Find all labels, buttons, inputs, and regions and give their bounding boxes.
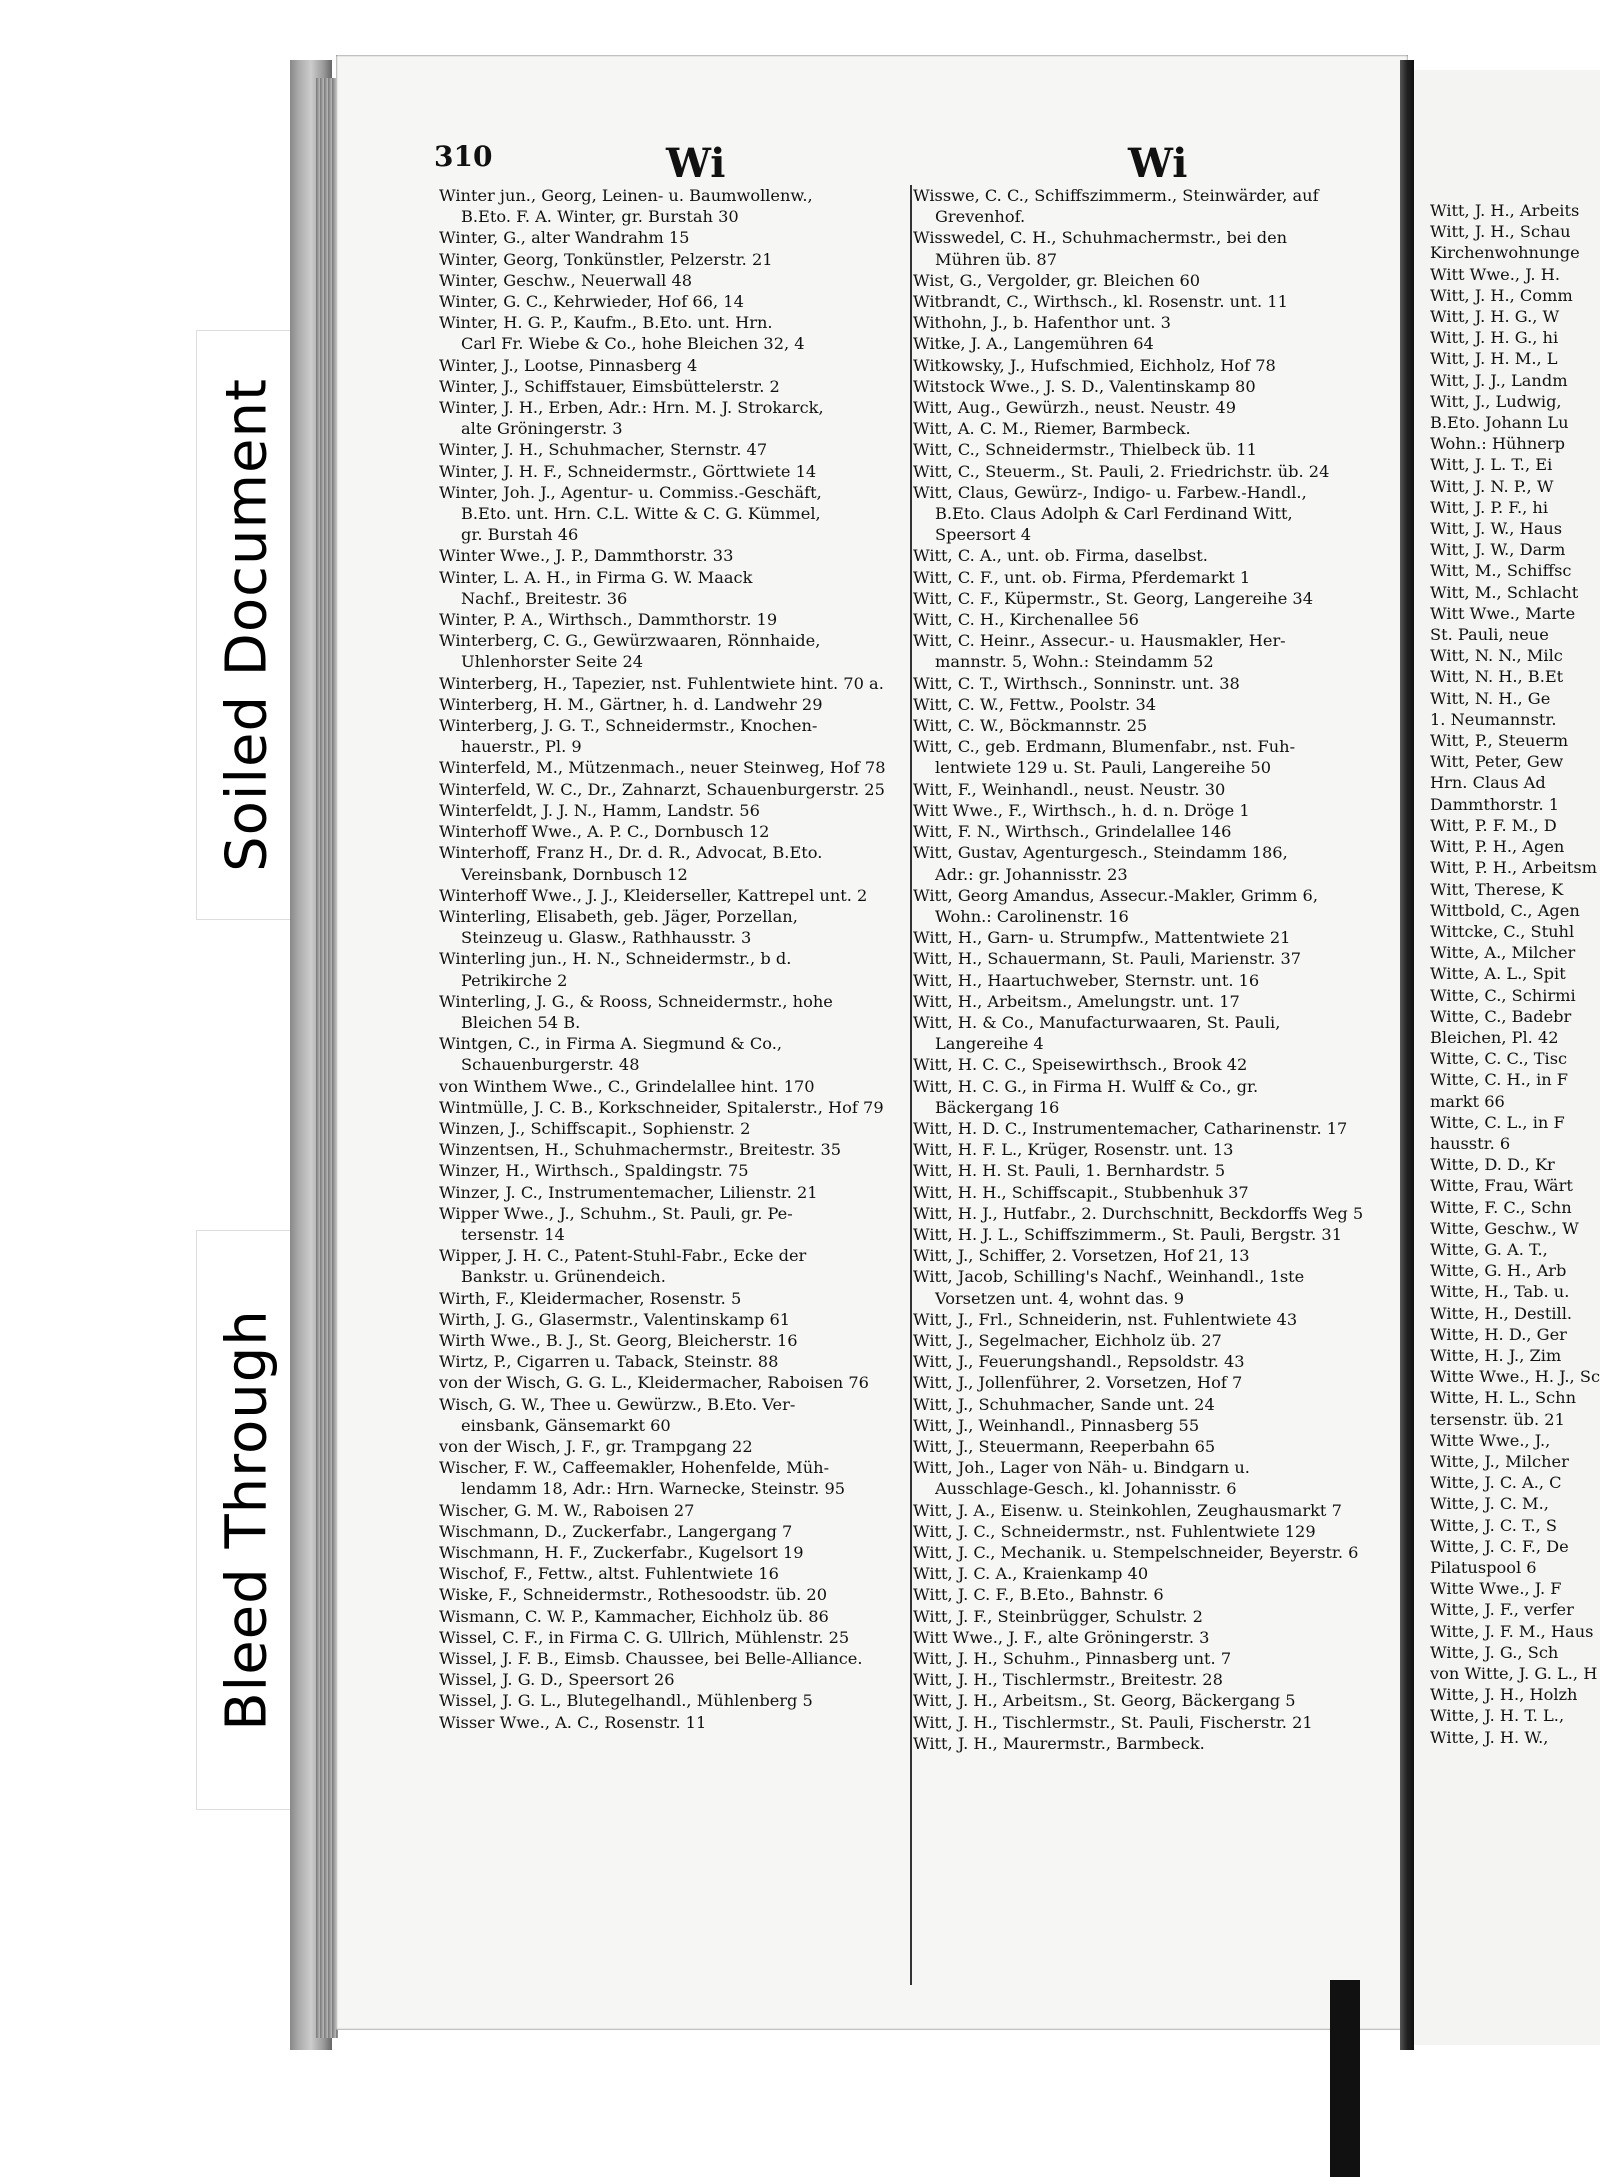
directory-entry: Witt, Joh., Lager von Näh- u. Bindgarn u.	[913, 1458, 1250, 1478]
directory-entry: Witte, F. C., Schn	[1430, 1197, 1572, 1217]
directory-entry: Witt, N. H., Ge	[1430, 688, 1551, 708]
directory-entry: Winterhoff Wwe., A. P. C., Dornbusch 12	[439, 822, 770, 842]
directory-entry: Witt, J. C. F., B.Eto., Bahnstr. 6	[913, 1585, 1164, 1605]
directory-entry: Witt, J., Feuerungshandl., Repsoldstr. 43	[913, 1352, 1245, 1372]
directory-entry: gr. Burstah 46	[461, 525, 579, 545]
directory-entry: Witt, H. H., Schiffscapit., Stubbenhuk 37	[913, 1182, 1249, 1202]
left-column	[336, 185, 899, 1733]
directory-entry: Witte, H., Destill.	[1430, 1303, 1573, 1323]
directory-entry: Witt, P. H., Arbeitsm	[1430, 858, 1597, 878]
directory-entry: Witt, J. W., Darm	[1430, 540, 1566, 560]
directory-entry: Wintmülle, J. C. B., Korkschneider, Spitalerstr., Hof 79	[439, 1097, 884, 1117]
directory-entry: Wohn.: Hühnerp	[1430, 434, 1565, 454]
directory-entry: alte Gröningerstr. 3	[461, 419, 623, 439]
book-page-stack	[316, 78, 338, 2038]
directory-entry: Witte Wwe., H. J., Sc	[1430, 1367, 1600, 1387]
directory-entry: Withohn, J., b. Hafenthor unt. 3	[913, 313, 1171, 333]
directory-entry: von der Wisch, G. G. L., Kleidermacher, Raboisen 76	[439, 1373, 869, 1393]
directory-entry: Witt, C. T., Wirthsch., Sonninstr. unt. 38	[913, 673, 1240, 693]
directory-entry: Witt Wwe., F., Wirthsch., h. d. n. Dröge 1	[913, 800, 1250, 820]
directory-entry: Bleichen 54 B.	[461, 1012, 581, 1032]
directory-entry: Vorsetzen unt. 4, wohnt das. 9	[935, 1288, 1185, 1308]
directory-entry: Witt, J. H., Maurermstr., Barmbeck.	[913, 1733, 1205, 1753]
directory-entry: Witte, C., Schirmi	[1430, 985, 1576, 1005]
directory-entry: Winter, H. G. P., Kaufm., B.Eto. unt. Hrn.	[439, 313, 773, 333]
far-right-column	[1430, 200, 1600, 1748]
book-binding-strip	[1330, 1980, 1360, 2177]
directory-entry: B.Eto. unt. Hrn. C.L. Witte & C. G. Kümmel,	[461, 504, 821, 524]
directory-entry: Bleichen, Pl. 42	[1430, 1027, 1559, 1047]
directory-entry: Witt, M., Schlacht	[1430, 582, 1579, 602]
directory-entry: Speersort 4	[935, 525, 1032, 545]
directory-entry: 1. Neumannstr.	[1430, 709, 1557, 729]
directory-entry: Grevenhof.	[935, 207, 1026, 227]
directory-entry: einsbank, Gänsemarkt 60	[461, 1415, 671, 1435]
directory-entry: Winzer, H., Wirthsch., Spaldingstr. 75	[439, 1161, 749, 1181]
directory-entry: Uhlenhorster Seite 24	[461, 652, 644, 672]
directory-entry: Wisswedel, C. H., Schuhmachermstr., bei den	[913, 228, 1288, 248]
directory-entry: Witt, H. J., Hutfabr., 2. Durchschnitt, Beckdorffs Weg 5	[913, 1203, 1364, 1223]
directory-entry: Wirth Wwe., B. J., St. Georg, Bleicherstr. 16	[439, 1330, 798, 1350]
directory-entry: Witt, H. C. G., in Firma H. Wulff & Co., gr.	[913, 1076, 1259, 1096]
directory-entry: Pilatuspool 6	[1430, 1558, 1537, 1577]
directory-entry: Winter, J., Schiffstauer, Eimsbüttelerstr. 2	[439, 376, 780, 396]
directory-entry: Wisch, G. W., Thee u. Gewürzw., B.Eto. Ver-	[439, 1394, 796, 1414]
directory-entry: Witt, C., Schneidermstr., Thielbeck üb. 11	[913, 440, 1257, 460]
directory-entry: Witte, J. C. A., C	[1430, 1473, 1562, 1493]
directory-entry: Winterling jun., H. N., Schneidermstr., b d.	[439, 949, 792, 969]
directory-entry: Winterberg, H., Tapezier, nst. Fuhlentwiete hint. 70 a.	[439, 673, 884, 693]
directory-entry: Witte Wwe., J.,	[1430, 1430, 1551, 1450]
directory-entry: Witte, C. H., in F	[1430, 1070, 1569, 1090]
directory-entry: Winter, J., Lootse, Pinnasberg 4	[439, 355, 698, 375]
directory-entry: Witte, C. L., in F	[1430, 1112, 1565, 1132]
directory-entry: Witte, J. H. T. L.,	[1430, 1706, 1565, 1726]
directory-entry: Winter, P. A., Wirthsch., Dammthorstr. 19	[439, 610, 778, 630]
directory-entry: Witt, F. N., Wirthsch., Grindelallee 146	[913, 822, 1232, 842]
directory-entry: Witt, C. A., unt. ob. Firma, daselbst.	[913, 546, 1208, 566]
directory-entry: Witt, J. W., Haus	[1430, 519, 1563, 539]
directory-entry: Witt, H. D. C., Instrumentemacher, Catharinenstr. 17	[913, 1118, 1348, 1138]
directory-entry: Winterberg, H. M., Gärtner, h. d. Landwehr 29	[439, 694, 823, 714]
directory-entry: Witt, P. H., Agen	[1430, 837, 1565, 857]
directory-entry: Witte, J. C. M.,	[1430, 1494, 1549, 1514]
soiled-document-text: Soiled Document	[214, 378, 280, 872]
directory-entry: Steinzeug u. Glasw., Rathhausstr. 3	[461, 928, 752, 948]
directory-entry: Winter, Georg, Tonkünstler, Pelzerstr. 21	[439, 249, 773, 269]
directory-entry: Wischmann, D., Zuckerfabr., Langergang 7	[439, 1521, 793, 1541]
directory-entry: Witkowsky, J., Hufschmied, Eichholz, Hof 78	[913, 355, 1276, 375]
directory-entry: Ausschlage-Gesch., kl. Johannisstr. 6	[935, 1479, 1237, 1499]
directory-entry: Witt, P. F. M., D	[1430, 815, 1557, 835]
directory-entry: Witt, J. H., Tischlermstr., Breitestr. 28	[913, 1670, 1223, 1690]
directory-entry: Witt, H., Schauermann, St. Pauli, Marienstr. 37	[913, 949, 1302, 969]
directory-entry: Witt, J. C., Mechanik. u. Stempelschneider, Beyerstr. 6	[913, 1543, 1359, 1562]
directory-entry: Witt, P., Steuerm	[1430, 731, 1569, 751]
directory-entry: Winter, J. H., Schuhmacher, Sternstr. 47	[439, 440, 768, 460]
page-header-right: Wi	[1128, 140, 1188, 187]
directory-entry: Witte, Frau, Wärt	[1430, 1176, 1573, 1196]
directory-entry: Witke, J. A., Langemühren 64	[913, 334, 1154, 354]
directory-entry: Winter Wwe., J. P., Dammthorstr. 33	[439, 546, 734, 566]
directory-entry: Witte, A. L., Spit	[1430, 964, 1566, 984]
directory-entry: Wirth, J. G., Glasermstr., Valentinskamp 61	[439, 1309, 791, 1329]
book-page	[336, 55, 1408, 2030]
directory-entry: Witte, J., Milcher	[1430, 1451, 1569, 1471]
directory-entry: Witt, H. F. L., Krüger, Rosenstr. unt. 13	[913, 1140, 1234, 1160]
directory-entry: Witbrandt, C., Wirthsch., kl. Rosenstr. unt. 11	[913, 292, 1288, 312]
directory-entry: Wintgen, C., in Firma A. Siegmund & Co.,	[439, 1034, 782, 1054]
directory-entry: Witt, J. P. F., hi	[1430, 497, 1549, 517]
directory-entry: hausstr. 6	[1430, 1133, 1511, 1153]
directory-entry: Wipper, J. H. C., Patent-Stuhl-Fabr., Ecke der	[439, 1246, 807, 1266]
directory-entry: Witt, J. F., Steinbrügger, Schulstr. 2	[913, 1606, 1203, 1626]
directory-entry: Witt, Gustav, Agenturgesch., Steindamm 186,	[913, 843, 1288, 863]
directory-entry: Winterfeld, M., Mützenmach., neuer Steinweg, Hof 78	[439, 758, 886, 778]
directory-entry: Witt, J. H., Schuhm., Pinnasberg unt. 7	[913, 1649, 1232, 1669]
directory-entry: Wissel, J. F. B., Eimsb. Chaussee, bei Belle-Alliance.	[439, 1649, 863, 1669]
directory-entry: Witt, J., Schuhmacher, Sande unt. 24	[913, 1394, 1215, 1414]
directory-entry: Witte, J. F. M., Haus	[1430, 1621, 1594, 1641]
directory-entry: Petrikirche 2	[461, 970, 568, 990]
directory-entry: Witte, Geschw., W	[1430, 1218, 1579, 1238]
directory-entry: Winter, Joh. J., Agentur- u. Commiss.-Geschäft,	[439, 482, 822, 502]
directory-entry: Witt, C., geb. Erdmann, Blumenfabr., nst. Fuh-	[913, 737, 1296, 757]
directory-entry: Witte, C., Badebr	[1430, 1006, 1572, 1026]
directory-entry: Witt, J., Steuermann, Reeperbahn 65	[913, 1436, 1216, 1456]
directory-entry: Wirtz, P., Cigarren u. Taback, Steinstr. 88	[439, 1352, 779, 1372]
directory-entry: Witt, Therese, K	[1430, 879, 1564, 899]
directory-entry: Winter, G. C., Kehrwieder, Hof 66, 14	[439, 292, 744, 312]
directory-entry: Witt, J. H., Schau	[1430, 222, 1571, 242]
directory-entry: Witt, Claus, Gewürz-, Indigo- u. Farbew.-Handl.,	[913, 482, 1307, 502]
directory-entry: Wissel, C. F., in Firma C. G. Ullrich, Mühlenstr. 25	[439, 1627, 850, 1647]
directory-entry: Witte, J. G., Sch	[1430, 1642, 1559, 1662]
directory-entry: Witt, J. A., Eisenw. u. Steinkohlen, Zeughausmarkt 7	[913, 1500, 1342, 1520]
directory-entry: Winter, Geschw., Neuerwall 48	[439, 270, 693, 290]
directory-entry: Winter, J. H. F., Schneidermstr., Görttwiete 14	[439, 461, 817, 481]
directory-entry: Witt, Georg Amandus, Assecur.-Makler, Grimm 6,	[913, 885, 1318, 905]
directory-entry: tersenstr. üb. 21	[1430, 1409, 1565, 1429]
directory-entry: Witte, J. F., verfer	[1430, 1600, 1574, 1620]
directory-entry: Wirth, F., Kleidermacher, Rosenstr. 5	[439, 1288, 742, 1308]
directory-entry: Bäckergang 16	[935, 1097, 1060, 1117]
directory-entry: Witte, C. C., Tisc	[1430, 1049, 1568, 1069]
directory-entry: Wisser Wwe., A. C., Rosenstr. 11	[439, 1712, 707, 1732]
column-divider	[910, 185, 912, 1985]
bleed-through-label	[196, 1230, 298, 1810]
directory-entry: Witt, H., Garn- u. Strumpfw., Mattentwiete 21	[913, 928, 1291, 948]
directory-entry: Witt, C. F., unt. ob. Firma, Pferdemarkt 1	[913, 567, 1251, 587]
directory-entry: Wissel, J. G. D., Speersort 26	[439, 1670, 675, 1690]
directory-entry: Witt, H. & Co., Manufacturwaaren, St. Pauli,	[913, 1012, 1281, 1032]
directory-entry: Witt, C. H., Kirchenallee 56	[913, 610, 1139, 630]
directory-entry: Mühren üb. 87	[935, 249, 1057, 269]
directory-entry: Wiske, F., Schneidermstr., Rothesoodstr. üb. 20	[439, 1585, 828, 1605]
directory-entry: Witt, C. W., Fettw., Poolstr. 34	[913, 694, 1157, 714]
directory-entry: Witt, J. H., Tischlermstr., St. Pauli, Fischerstr. 21	[913, 1712, 1313, 1732]
directory-entry: Witte, H. D., Ger	[1430, 1324, 1567, 1344]
directory-entry: Witte, G. A. T.,	[1430, 1239, 1548, 1259]
directory-entry: von Winthem Wwe., C., Grindelallee hint. 170	[439, 1076, 815, 1096]
directory-entry: von Witte, J. G. L., H	[1430, 1664, 1598, 1684]
directory-entry: Witt, J. H., Comm	[1430, 285, 1573, 305]
directory-entry: Witte Wwe., J. F	[1430, 1579, 1562, 1599]
directory-entry: Witt, J. C., Schneidermstr., nst. Fuhlentwiete 129	[913, 1521, 1316, 1541]
directory-entry: Witt, J. L. T., Ei	[1430, 455, 1553, 475]
directory-entry: Witt, M., Schiffsc	[1430, 561, 1572, 581]
directory-entry: Wischof, F., Fettw., altst. Fuhlentwiete 16	[439, 1564, 779, 1584]
directory-entry: Witt, Peter, Gew	[1430, 752, 1564, 772]
directory-entry: Winter, G., alter Wandrahm 15	[439, 228, 690, 248]
directory-entry: Witt, Jacob, Schilling's Nachf., Weinhandl., 1ste	[913, 1267, 1305, 1287]
directory-entry: Witt, J. J., Landm	[1430, 370, 1568, 390]
directory-entry: Witt, C. F., Küpermstr., St. Georg, Langereihe 34	[913, 588, 1314, 608]
directory-entry: Witte, H. L., Schn	[1430, 1388, 1577, 1408]
directory-entry: Witt, C. W., Böckmannstr. 25	[913, 716, 1148, 736]
directory-entry: Witt, J. N. P., W	[1430, 476, 1554, 496]
directory-entry: Wittcke, C., Stuhl	[1430, 921, 1575, 941]
directory-entry: Dammthorstr. 1	[1430, 794, 1560, 814]
directory-entry: Kirchenwohnunge	[1430, 243, 1580, 263]
directory-entry: Witstock Wwe., J. S. D., Valentinskamp 80	[913, 376, 1256, 396]
directory-entry: Wissel, J. G. L., Blutegelhandl., Mühlenberg 5	[439, 1691, 813, 1711]
directory-entry: St. Pauli, neue	[1430, 625, 1549, 645]
directory-entry: Witte, G. H., Arb	[1430, 1261, 1567, 1281]
directory-entry: Witte, H. J., Zim	[1430, 1345, 1562, 1365]
directory-entry: Winzen, J., Schiffscapit., Sophienstr. 2	[439, 1118, 751, 1138]
directory-entry: Adr.: gr. Johannisstr. 23	[935, 864, 1128, 884]
directory-entry: Vereinsbank, Dornbusch 12	[461, 864, 688, 884]
directory-entry: B.Eto. F. A. Winter, gr. Burstah 30	[461, 207, 739, 227]
directory-entry: Witt, F., Weinhandl., neust. Neustr. 30	[913, 779, 1226, 799]
directory-entry: markt 66	[1430, 1091, 1505, 1111]
directory-entry: Carl Fr. Wiebe & Co., hohe Bleichen 32, 4	[461, 334, 805, 354]
directory-entry: Witt, H. H. St. Pauli, 1. Bernhardstr. 5	[913, 1161, 1226, 1181]
directory-entry: Witt, J., Schiffer, 2. Vorsetzen, Hof 21, 13	[913, 1246, 1250, 1266]
directory-entry: Witt, H., Haartuchweber, Sternstr. unt. 16	[913, 970, 1260, 990]
directory-entry: Wipper Wwe., J., Schuhm., St. Pauli, gr. Pe-	[439, 1203, 793, 1223]
directory-entry: Winterhoff Wwe., J. J., Kleiderseller, Kattrepel unt. 2	[439, 885, 868, 905]
directory-entry: Winterling, J. G., & Rooss, Schneidermstr., hohe	[439, 991, 833, 1011]
directory-entry: Witt, C. Heinr., Assecur.- u. Hausmakler, Her-	[913, 631, 1286, 651]
directory-entry: von der Wisch, J. F., gr. Trampgang 22	[439, 1436, 753, 1456]
directory-entry: Witte, A., Milcher	[1430, 943, 1576, 963]
directory-entry: Witt, J. H. G., W	[1430, 307, 1560, 327]
directory-entry: B.Eto. Claus Adolph & Carl Ferdinand Witt,	[935, 504, 1293, 524]
directory-entry: Winterling, Elisabeth, geb. Jäger, Porzellan,	[439, 906, 798, 926]
directory-entry: Winterberg, C. G., Gewürzwaaren, Rönnhaide,	[439, 631, 821, 651]
directory-entry: mannstr. 5, Wohn.: Steindamm 52	[935, 652, 1214, 672]
directory-entry: Wischer, G. M. W., Raboisen 27	[439, 1500, 695, 1520]
directory-entry: Witt, C., Steuerm., St. Pauli, 2. Friedrichstr. üb. 24	[913, 461, 1330, 481]
directory-entry: B.Eto. Johann Lu	[1430, 413, 1569, 433]
directory-entry: Winterfeld, W. C., Dr., Zahnarzt, Schauenburgerstr. 25	[439, 779, 885, 799]
page-number: 310	[434, 140, 493, 173]
directory-entry: Schauenburgerstr. 48	[461, 1055, 640, 1075]
directory-entry: Witt, J., Ludwig,	[1430, 391, 1562, 411]
directory-entry: Witte, J. C. F., De	[1430, 1536, 1569, 1556]
directory-entry: Witt, J., Weinhandl., Pinnasberg 55	[913, 1415, 1200, 1435]
directory-entry: Nachf., Breitestr. 36	[461, 588, 628, 608]
directory-entry: Witt, N. N., Milc	[1430, 646, 1563, 666]
directory-entry: Witt, J. H., Arbeitsm., St. Georg, Bäckergang 5	[913, 1691, 1296, 1711]
directory-entry: Witt, J., Frl., Schneiderin, nst. Fuhlentwiete 43	[913, 1309, 1298, 1329]
bleed-through-text: Bleed Through	[214, 1309, 280, 1731]
directory-entry: Wohn.: Carolinenstr. 16	[935, 906, 1129, 926]
directory-entry: Witt Wwe., J. H.	[1430, 264, 1560, 284]
directory-entry: Langereihe 4	[935, 1034, 1044, 1054]
directory-entry: Witt, J., Segelmacher, Eichholz üb. 27	[913, 1330, 1222, 1350]
directory-entry: tersenstr. 14	[461, 1224, 565, 1244]
adjacent-page	[1414, 70, 1600, 2045]
directory-entry: Witt, H., Arbeitsm., Amelungstr. unt. 17	[913, 991, 1240, 1011]
directory-entry: Witt, J. C. A., Kraienkamp 40	[913, 1564, 1149, 1584]
directory-entry: Wittbold, C., Agen	[1430, 900, 1580, 920]
directory-entry: Witt, H. J. L., Schiffszimmerm., St. Pauli, Bergstr. 31	[913, 1224, 1343, 1244]
page-header-left: Wi	[666, 140, 726, 187]
directory-entry: Winterfeldt, J. J. N., Hamm, Landstr. 56	[439, 800, 760, 820]
directory-entry: Wisswe, C. C., Schiffszimmerm., Steinwärder, auf	[913, 186, 1319, 205]
directory-entry: Witte, J. H. W.,	[1430, 1727, 1549, 1747]
directory-entry: lendamm 18, Adr.: Hrn. Warnecke, Steinstr. 95	[461, 1479, 846, 1499]
book-gutter	[1400, 60, 1414, 2050]
directory-entry: Witt, J. H. M., L	[1430, 349, 1558, 369]
directory-entry: Wischmann, H. F., Zuckerfabr., Kugelsort 19	[439, 1543, 804, 1562]
directory-entry: Winterhoff, Franz H., Dr. d. R., Advocat, B.Eto.	[439, 843, 823, 863]
directory-entry: Witte, J. H., Holzh	[1430, 1685, 1578, 1705]
directory-entry: Witt, J., Jollenführer, 2. Vorsetzen, Hof 7	[913, 1373, 1243, 1393]
directory-entry: Winzer, J. C., Instrumentemacher, Lilienstr. 21	[439, 1182, 818, 1202]
directory-entry: Witte, H., Tab. u.	[1430, 1282, 1570, 1302]
directory-entry: Witte, D. D., Kr	[1430, 1155, 1555, 1175]
directory-entry: Witte, J. C. T., S	[1430, 1515, 1557, 1535]
directory-entry: Wischer, F. W., Caffeemakler, Hohenfelde, Müh-	[439, 1458, 830, 1478]
directory-entry: hauerstr., Pl. 9	[461, 737, 582, 757]
directory-entry: Wismann, C. W. P., Kammacher, Eichholz üb. 86	[439, 1606, 829, 1626]
directory-entry: Winzentsen, H., Schuhmachermstr., Breitestr. 35	[439, 1140, 842, 1160]
soiled-document-label	[196, 330, 298, 920]
directory-entry: Witt, H. C. C., Speisewirthsch., Brook 42	[913, 1055, 1248, 1075]
directory-entry: Witt, N. H., B.Et	[1430, 667, 1564, 687]
directory-entry: Witt, Aug., Gewürzh., neust. Neustr. 49	[913, 398, 1237, 418]
directory-entry: Bankstr. u. Grünendeich.	[461, 1267, 666, 1287]
directory-entry: Hrn. Claus Ad	[1430, 773, 1546, 793]
directory-entry: Witt, J. H. G., hi	[1430, 328, 1559, 348]
directory-entry: Witt Wwe., Marte	[1430, 603, 1576, 623]
directory-entry: Wist, G., Vergolder, gr. Bleichen 60	[913, 270, 1201, 290]
directory-entry: Witt, A. C. M., Riemer, Barmbeck.	[913, 419, 1191, 439]
right-column	[913, 185, 1378, 1754]
directory-entry: Witt, J. H., Arbeits	[1430, 201, 1580, 220]
directory-entry: Winter, J. H., Erben, Adr.: Hrn. M. J. Strokarck,	[439, 398, 824, 418]
directory-entry: Witt Wwe., J. F., alte Gröningerstr. 3	[913, 1627, 1210, 1647]
directory-entry: Winterberg, J. G. T., Schneidermstr., Knochen-	[439, 716, 818, 736]
directory-entry: Winter jun., Georg, Leinen- u. Baumwollenw.,	[439, 186, 813, 205]
directory-entry: Winter, L. A. H., in Firma G. W. Maack	[439, 567, 753, 587]
directory-entry: lentwiete 129 u. St. Pauli, Langereihe 50	[935, 758, 1272, 778]
